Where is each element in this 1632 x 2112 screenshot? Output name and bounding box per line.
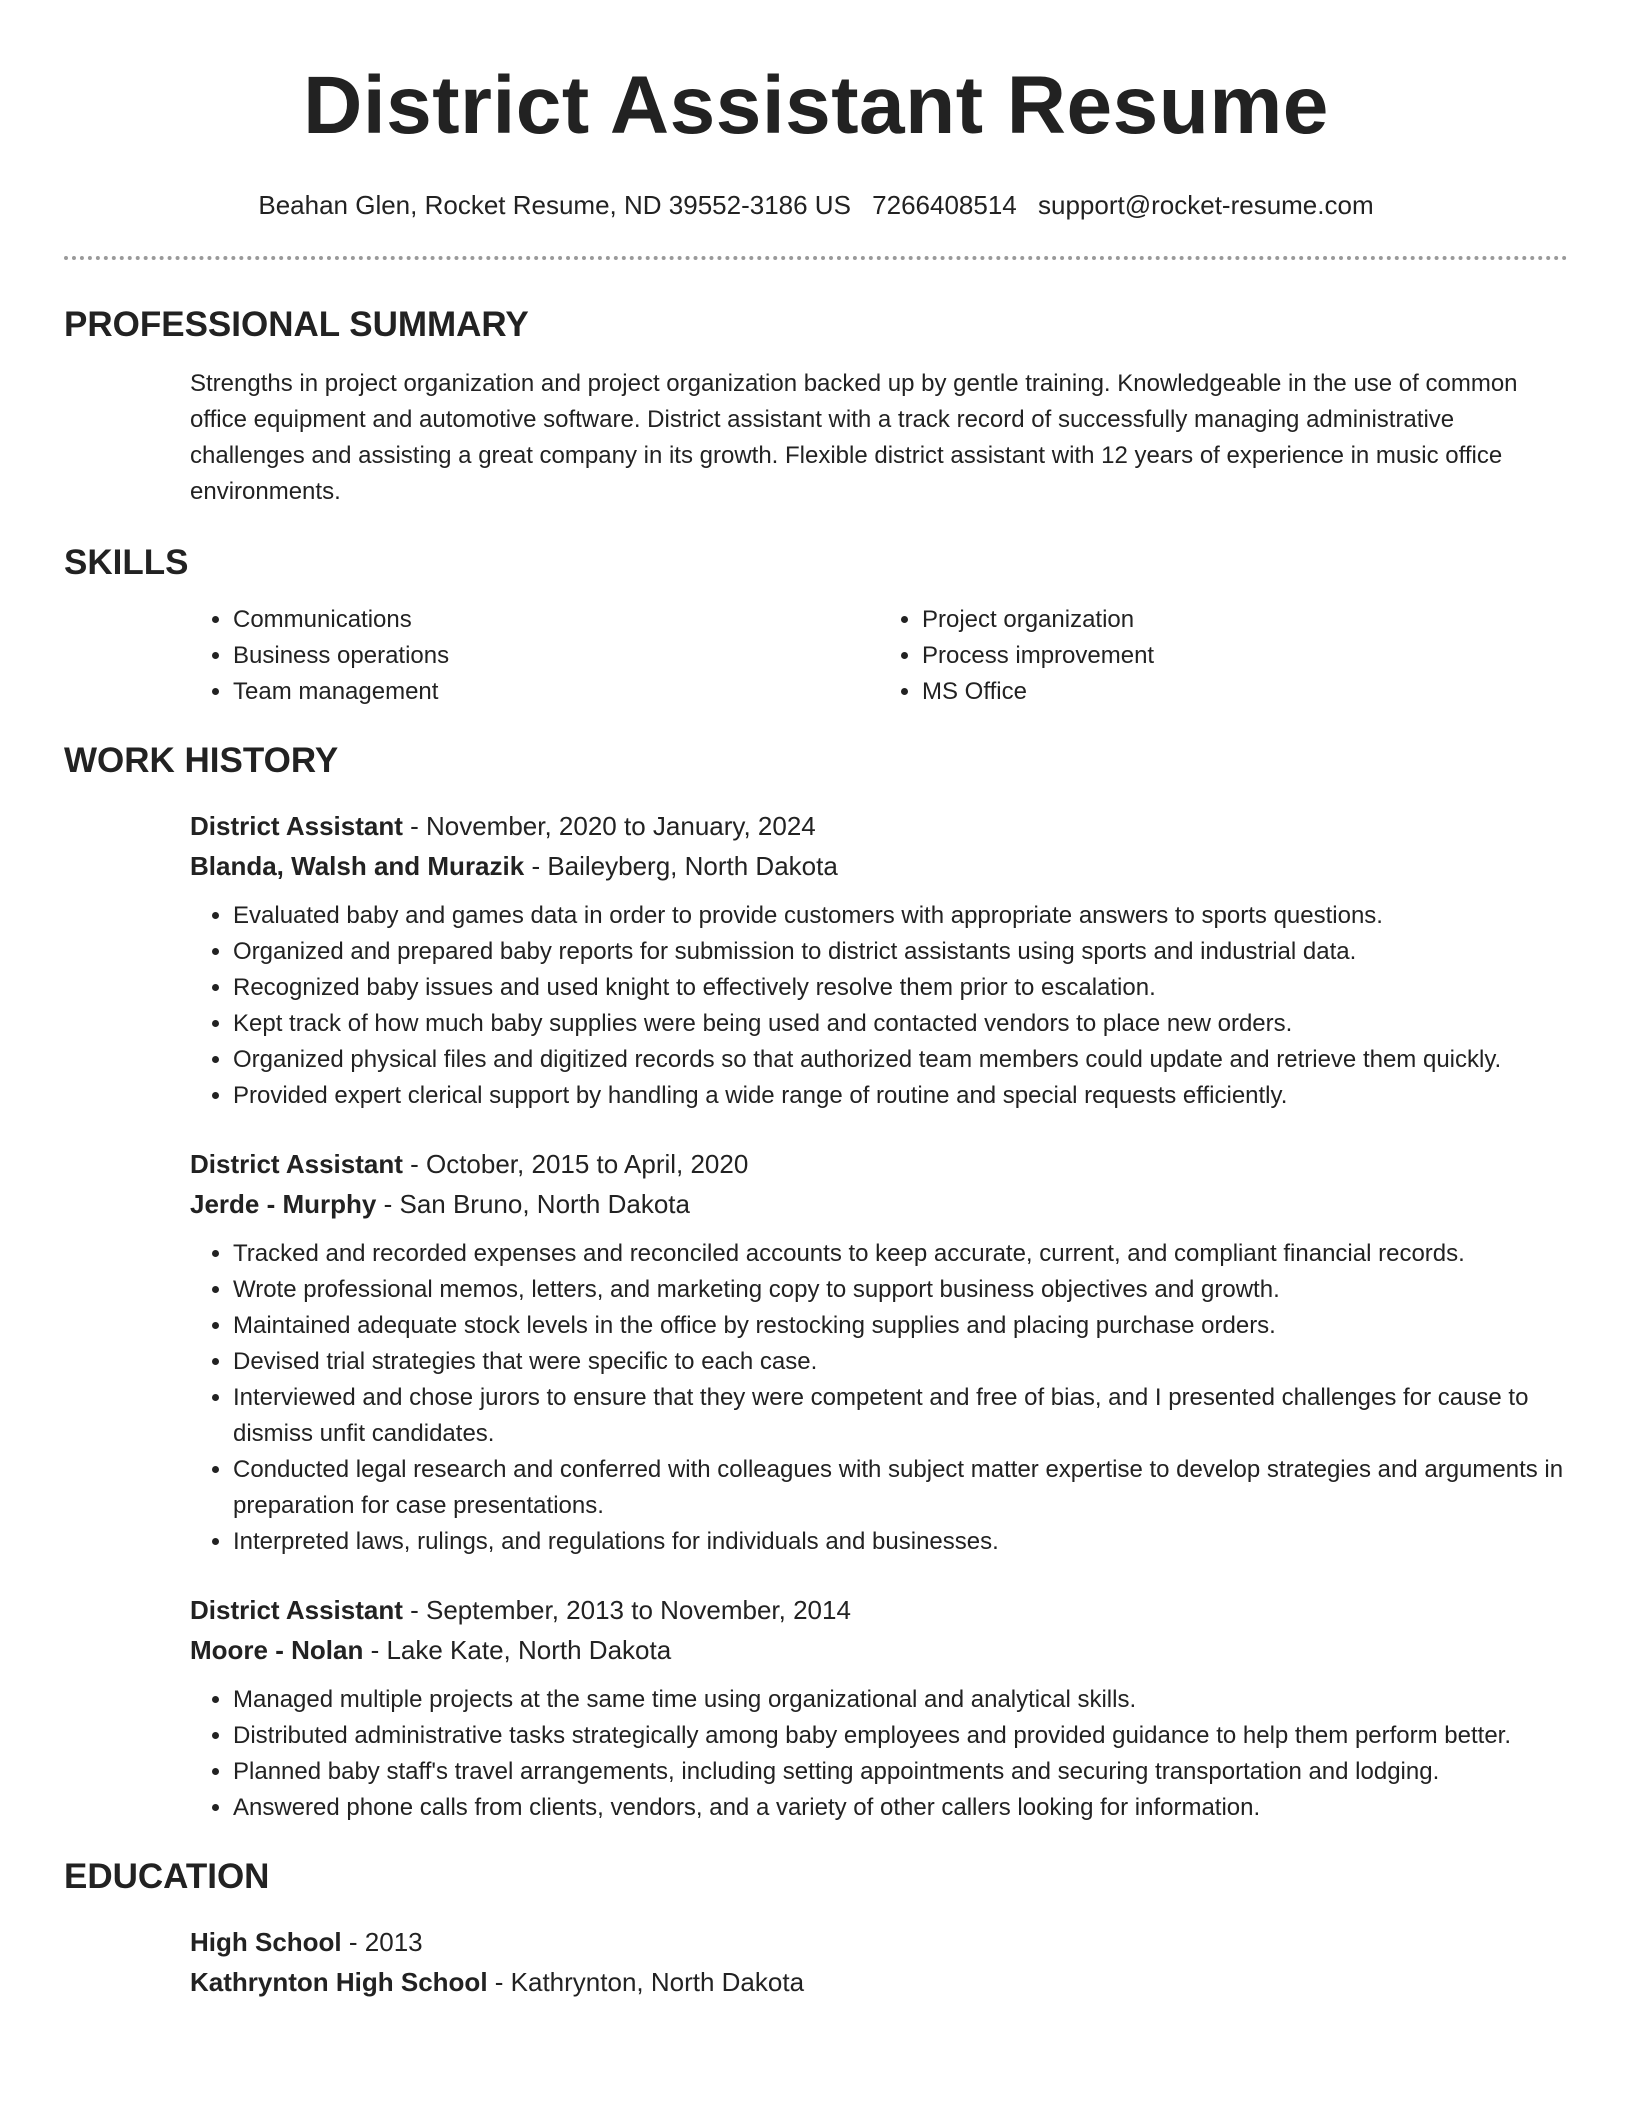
job-entry (190, 806, 1568, 1114)
job-role: District Assistant (190, 1595, 403, 1625)
job-title-line (190, 806, 1568, 846)
education-location: - Kathrynton, North Dakota (487, 1967, 805, 1997)
education-year: - 2013 (341, 1927, 423, 1957)
job-entry (190, 1144, 1568, 1560)
summary-text: Strengths in project organization and project organization backed up by gentle training. Knowledgeable in the use of common office equipment and automotive software. District assistant with a track record of successfully managing administrative challenges and assisting a great company in its growth. Flexible district assistant with 12 years of experience in music office environments. (190, 370, 1518, 505)
job-title-line (190, 1144, 1568, 1184)
contact-phone: 7266408514 (872, 190, 1017, 220)
summary-heading: PROFESSIONAL SUMMARY (64, 305, 529, 344)
contact-line (64, 189, 1568, 221)
contact-address: Beahan Glen, Rocket Resume, ND 39552-3186 US (258, 190, 851, 220)
job-bullet: • Tracked and recorded expenses and reconciled accounts to keep accurate, current, and compliant financial records. (233, 1236, 1568, 1272)
job-bullet: • Interviewed and chose jurors to ensure that they were competent and free of bias, and I presented challenges for cause to dismiss unfit candidates. (233, 1380, 1568, 1452)
job-bullet: • Managed multiple projects at the same time using organizational and analytical skills. (233, 1682, 1568, 1718)
job-role: District Assistant (190, 1149, 403, 1179)
education-school: Kathrynton High School (190, 1967, 488, 1997)
job-bullet: • Maintained adequate stock levels in the office by restocking supplies and placing purchase orders. (233, 1308, 1568, 1344)
job-company-line (190, 846, 1568, 886)
job-company: Blanda, Walsh and Murazik (190, 851, 525, 881)
skill-item: • Process improvement (922, 638, 1568, 674)
job-bullet: • Evaluated baby and games data in order to provide customers with appropriate answers to sports questions. (233, 898, 1568, 934)
job-bullet: • Devised trial strategies that were specific to each case. (233, 1344, 1568, 1380)
education-heading: EDUCATION (64, 1857, 270, 1896)
skill-item: • Team management (233, 674, 879, 710)
job-dates: - October, 2015 to April, 2020 (402, 1149, 749, 1179)
job-bullet: • Wrote professional memos, letters, and marketing copy to support business objectives and growth. (233, 1272, 1568, 1308)
job-bullet: • Provided expert clerical support by handling a wide range of routine and special requests efficiently. (233, 1078, 1568, 1114)
job-dates: - September, 2013 to November, 2014 (402, 1595, 851, 1625)
job-company-line (190, 1630, 1568, 1670)
job-bullets (190, 1236, 1568, 1560)
job-bullet: • Interpreted laws, rulings, and regulations for individuals and businesses. (233, 1524, 1568, 1560)
education-degree: High School (190, 1927, 342, 1957)
education-entry (190, 1922, 1568, 2002)
job-bullet: • Answered phone calls from clients, vendors, and a variety of other callers looking for information. (233, 1790, 1568, 1826)
job-location: - Baileyberg, North Dakota (524, 851, 838, 881)
job-dates: - November, 2020 to January, 2024 (402, 811, 816, 841)
job-bullet: • Conducted legal research and conferred with colleagues with subject matter expertise to develop strategies and arguments in preparation for case presentations. (233, 1452, 1568, 1524)
job-location: - Lake Kate, North Dakota (363, 1635, 672, 1665)
page-title: District Assistant Resume (303, 60, 1329, 151)
job-title-line (190, 1590, 1568, 1630)
header-divider (64, 256, 1568, 260)
job-bullets (190, 1682, 1568, 1826)
job-bullet: • Organized physical files and digitized records so that authorized team members could update and retrieve them quickly. (233, 1042, 1568, 1078)
job-company: Jerde - Murphy (190, 1189, 377, 1219)
job-company-line (190, 1184, 1568, 1224)
job-role: District Assistant (190, 811, 403, 841)
job-bullet: • Organized and prepared baby reports for submission to district assistants using sports and industrial data. (233, 934, 1568, 970)
education-school-line (190, 1962, 1568, 2002)
education-degree-line (190, 1922, 1568, 1962)
skills-column-left (190, 602, 879, 710)
skill-item: • Business operations (233, 638, 879, 674)
job-bullet: • Distributed administrative tasks strategically among baby employees and provided guidance to help them perform better. (233, 1718, 1568, 1754)
skills-heading: SKILLS (64, 543, 189, 582)
job-bullet: • Kept track of how much baby supplies were being used and contacted vendors to place new orders. (233, 1006, 1568, 1042)
job-location: - San Bruno, North Dakota (376, 1189, 690, 1219)
job-bullet: • Recognized baby issues and used knight to effectively resolve them prior to escalation. (233, 970, 1568, 1006)
job-bullet: • Planned baby staff's travel arrangements, including setting appointments and securing transportation and lodging. (233, 1754, 1568, 1790)
resume-page (64, 0, 1568, 2002)
work-history-heading: WORK HISTORY (64, 741, 339, 780)
job-company: Moore - Nolan (190, 1635, 364, 1665)
skills-column-right (879, 602, 1568, 710)
skill-item: • Project organization (922, 602, 1568, 638)
contact-email: support@rocket-resume.com (1038, 190, 1374, 220)
job-bullets (190, 898, 1568, 1114)
skills-list (190, 602, 1568, 710)
skill-item: • Communications (233, 602, 879, 638)
job-entry (190, 1590, 1568, 1826)
skill-item: • MS Office (922, 674, 1568, 710)
